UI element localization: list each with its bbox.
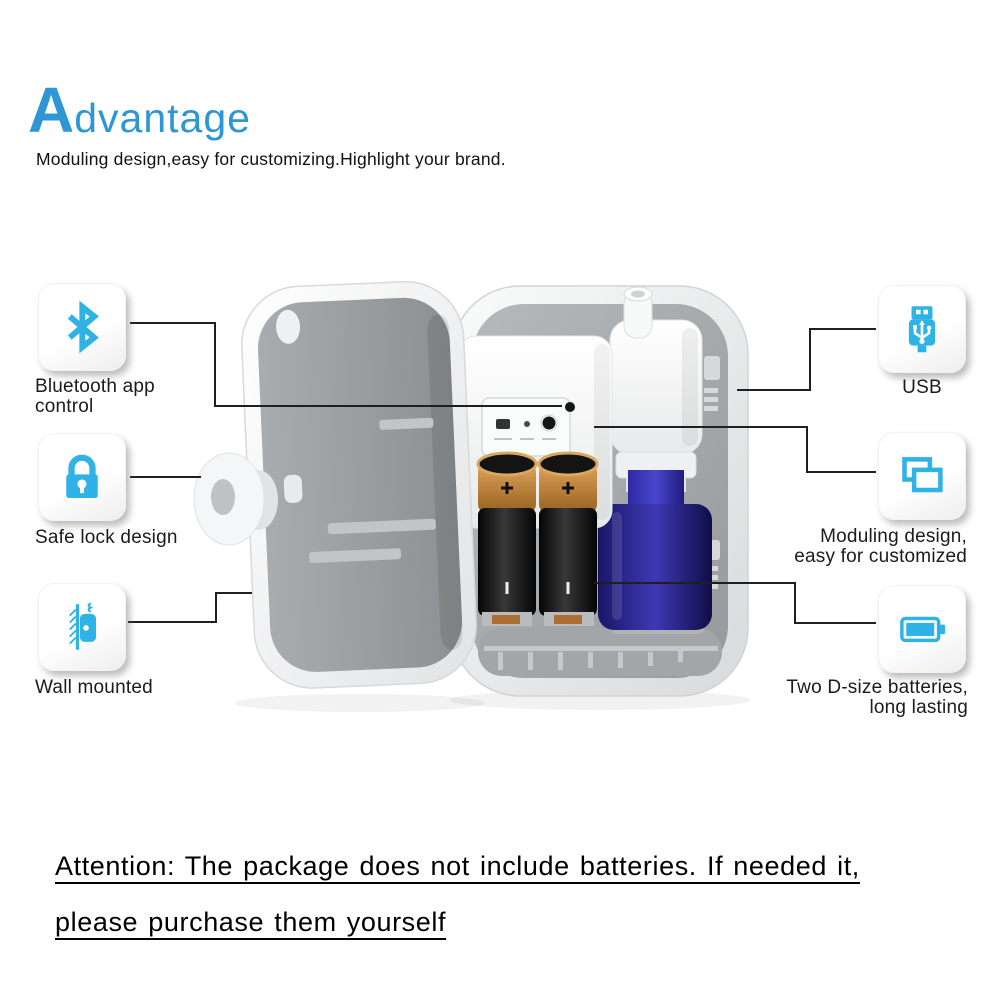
feature-card-battery xyxy=(878,585,966,673)
control-module xyxy=(458,336,612,528)
lock-key-knob xyxy=(194,453,278,545)
pump-unit xyxy=(610,287,702,492)
feature-label-bluetooth: Bluetooth app control xyxy=(35,376,155,417)
attention-line-2: please purchase them yourself xyxy=(55,907,447,937)
page-title xyxy=(28,74,251,146)
door-shadow xyxy=(235,694,485,712)
feature-label-battery: Two D-size batteries, long lasting xyxy=(786,677,968,718)
reset-hole xyxy=(524,421,530,427)
fragrance-bottle xyxy=(598,470,712,634)
case-floor-ribs xyxy=(478,628,722,676)
door-latch xyxy=(284,474,303,503)
port-panel xyxy=(482,398,570,456)
connector-lines xyxy=(128,323,876,623)
page-subtitle: Moduling design,easy for customizing.Highlight your brand. xyxy=(36,149,506,169)
usb-icon xyxy=(894,301,950,357)
device-body xyxy=(452,286,748,696)
battery-right xyxy=(539,453,597,616)
usb-connector-line xyxy=(737,329,876,390)
attention-line-1: Attention: The package does not include batteries. If needed it, xyxy=(55,851,860,881)
feature-label-moduling: Moduling design, easy for customized xyxy=(794,526,967,567)
battery-connector-line xyxy=(594,583,876,623)
usb-port xyxy=(496,419,510,429)
d-batteries xyxy=(478,453,597,626)
title-rest: dvantage xyxy=(74,95,251,141)
device-door xyxy=(239,279,478,690)
battery-icon xyxy=(894,601,950,657)
power-button xyxy=(543,417,556,430)
door-ledges xyxy=(303,418,439,564)
battery-contacts xyxy=(482,612,594,626)
door-hanging-hole xyxy=(275,309,300,344)
battery-holder-tabs xyxy=(482,444,608,562)
moduling-connector-line xyxy=(594,427,876,472)
body-shadow xyxy=(450,690,750,710)
feature-label-usb: USB xyxy=(902,377,942,398)
feature-label-lock: Safe lock design xyxy=(35,527,178,548)
feature-card-moduling xyxy=(878,432,966,520)
side-vents xyxy=(704,356,720,589)
bluetooth-connector-line xyxy=(130,323,562,406)
wall-mount-icon xyxy=(54,599,110,655)
lock-icon xyxy=(54,449,110,505)
title-initial: A xyxy=(28,74,75,146)
bluetooth-icon xyxy=(54,299,110,355)
feature-card-lock xyxy=(38,433,126,521)
air-tube xyxy=(624,292,652,338)
feature-label-wall: Wall mounted xyxy=(35,677,153,698)
battery-left xyxy=(478,453,536,616)
feature-card-usb xyxy=(878,285,966,373)
feature-card-wall xyxy=(38,583,126,671)
overlapping-windows-icon xyxy=(894,448,950,504)
wall-connector-line xyxy=(128,593,252,622)
feature-card-bluetooth xyxy=(38,283,126,371)
led-indicator xyxy=(565,402,575,412)
attention-note xyxy=(55,838,955,950)
